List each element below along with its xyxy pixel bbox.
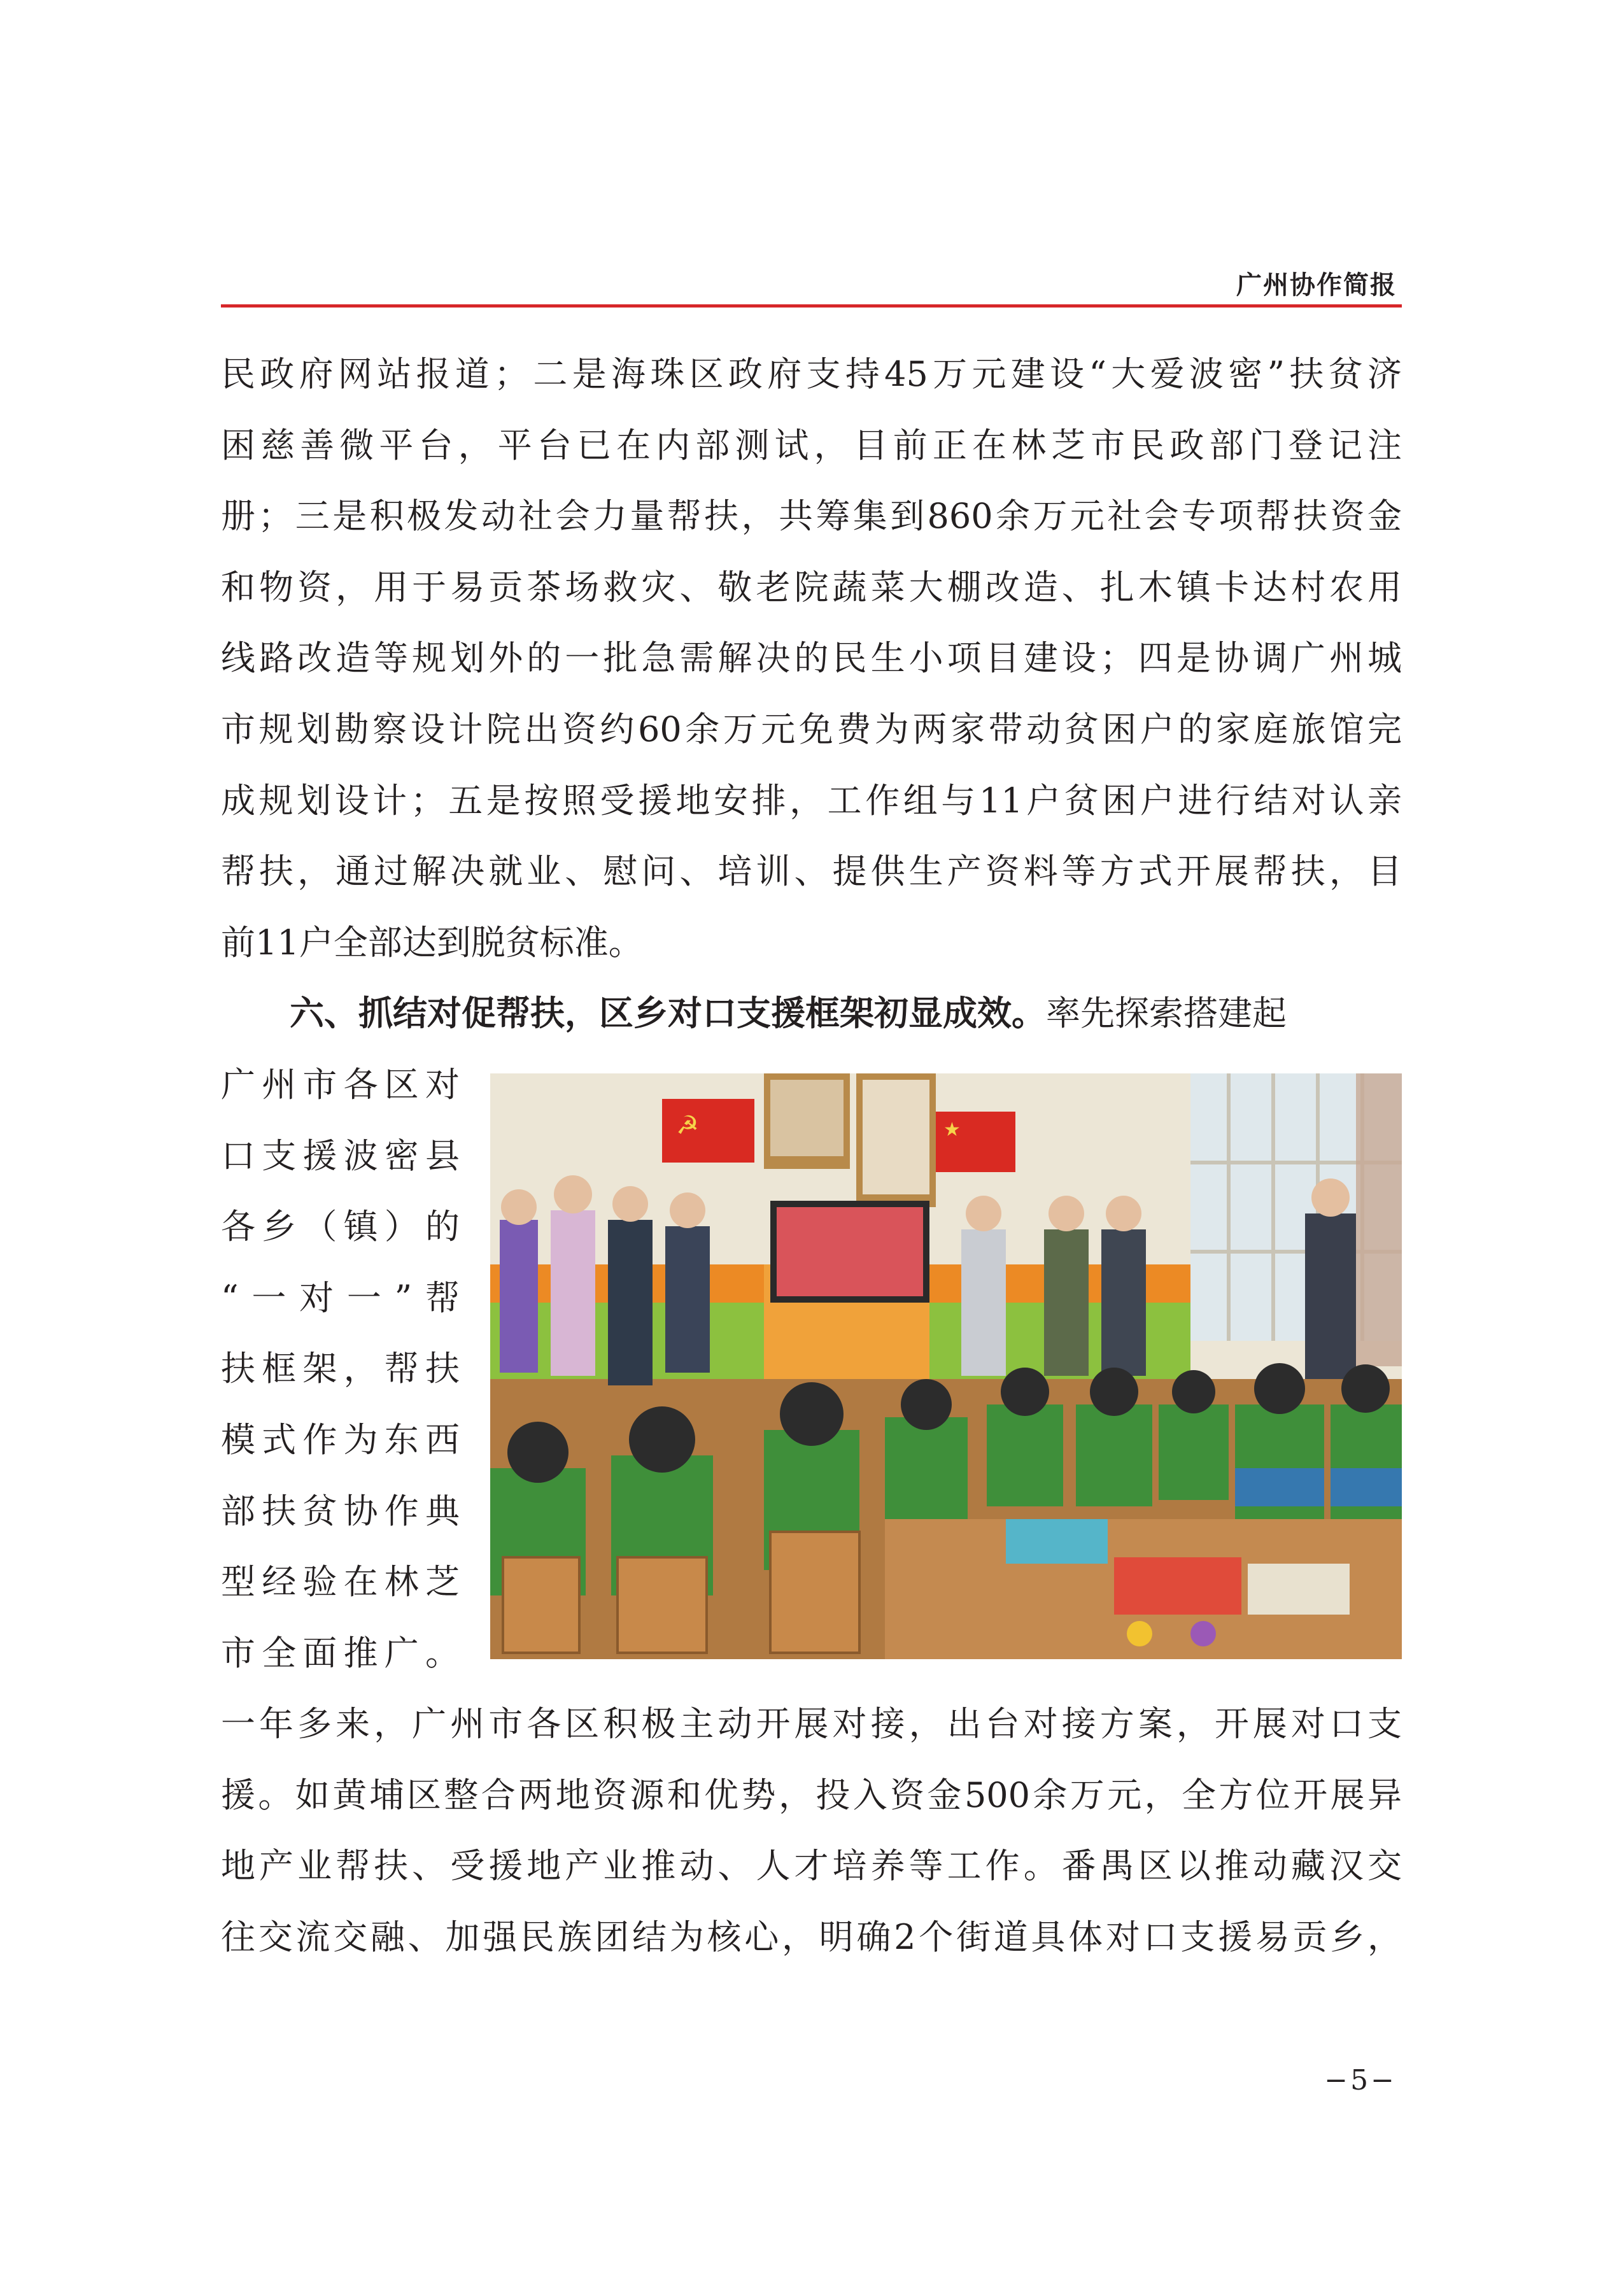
text-line: 往交流交融、加强民族团结为核心，明确2个街道具体对口支援易贡乡， [221,1916,1402,1957]
svg-text:☭: ☭ [676,1111,699,1140]
header-divider [221,304,1402,308]
text-line: 模式作为东西 [221,1419,460,1460]
text-line: 和物资，用于易贡茶场救灾、敬老院蔬菜大棚改造、扎木镇卡达村农用 [221,567,1402,607]
paragraph-after-photo [221,1688,1402,1972]
section-heading: 六、抓结对促帮扶，区乡对口支援框架初显成效。 [290,993,1046,1033]
text-line: “一对一”帮 [221,1277,460,1318]
text-line: 广州市各区对 [221,1065,460,1105]
wrapped-text-column [221,1049,460,1688]
publication-title: 广州协作简报 [1236,270,1397,300]
page-number: −5− [1324,2064,1397,2097]
text-line: 线路改造等规划外的一批急需解决的民生小项目建设；四是协调广州城 [221,638,1402,679]
text-line: 市规划勘察设计院出资约60余万元免费为两家带动贫困户的家庭旅馆完 [221,709,1402,749]
text-line: 扶框架，帮扶 [221,1348,460,1389]
text-line: 市全面推广。 [221,1632,460,1673]
text-line: 地产业帮扶、受援地产业推动、人才培养等工作。番禺区以推动藏汉交 [221,1846,1402,1886]
text-line: 一年多来，广州市各区积极主动开展对接，出台对接方案，开展对口支 [221,1704,1402,1744]
section-heading-rest: 率先探索搭建起 [1046,993,1287,1033]
text-line: 部扶贫协作典 [221,1490,460,1531]
photo-illustration [490,1073,1402,1659]
text-line: 型经验在林芝 [221,1562,460,1602]
text-line: 民政府网站报道；二是海珠区政府支持45万元建设“大爱波密”扶贫济 [221,354,1402,394]
text-line: 前11户全部达到脱贫标准。 [221,922,643,963]
text-line: 援。如黄埔区整合两地资源和优势，投入资金500余万元，全方位开展异 [221,1774,1402,1815]
svg-text:★: ★ [943,1119,961,1141]
section-six-heading-line [221,978,1402,1049]
text-line: 困慈善微平台，平台已在内部测试，目前正在林芝市民政部门登记注 [221,425,1402,465]
paragraph-continued [221,339,1402,978]
text-line: 成规划设计；五是按照受援地安排，工作组与11户贫困户进行结对认亲 [221,780,1402,821]
text-line: 帮扶，通过解决就业、慰问、培训、提供生产资料等方式开展帮扶，目 [221,851,1402,892]
text-line: 口支援波密县 [221,1135,460,1176]
text-line: 册；三是积极发动社会力量帮扶，共筹集到860余万元社会专项帮扶资金 [221,496,1402,537]
text-line: 各乡（镇）的 [221,1206,460,1247]
kindergarten-visit-photo [490,1073,1402,1659]
